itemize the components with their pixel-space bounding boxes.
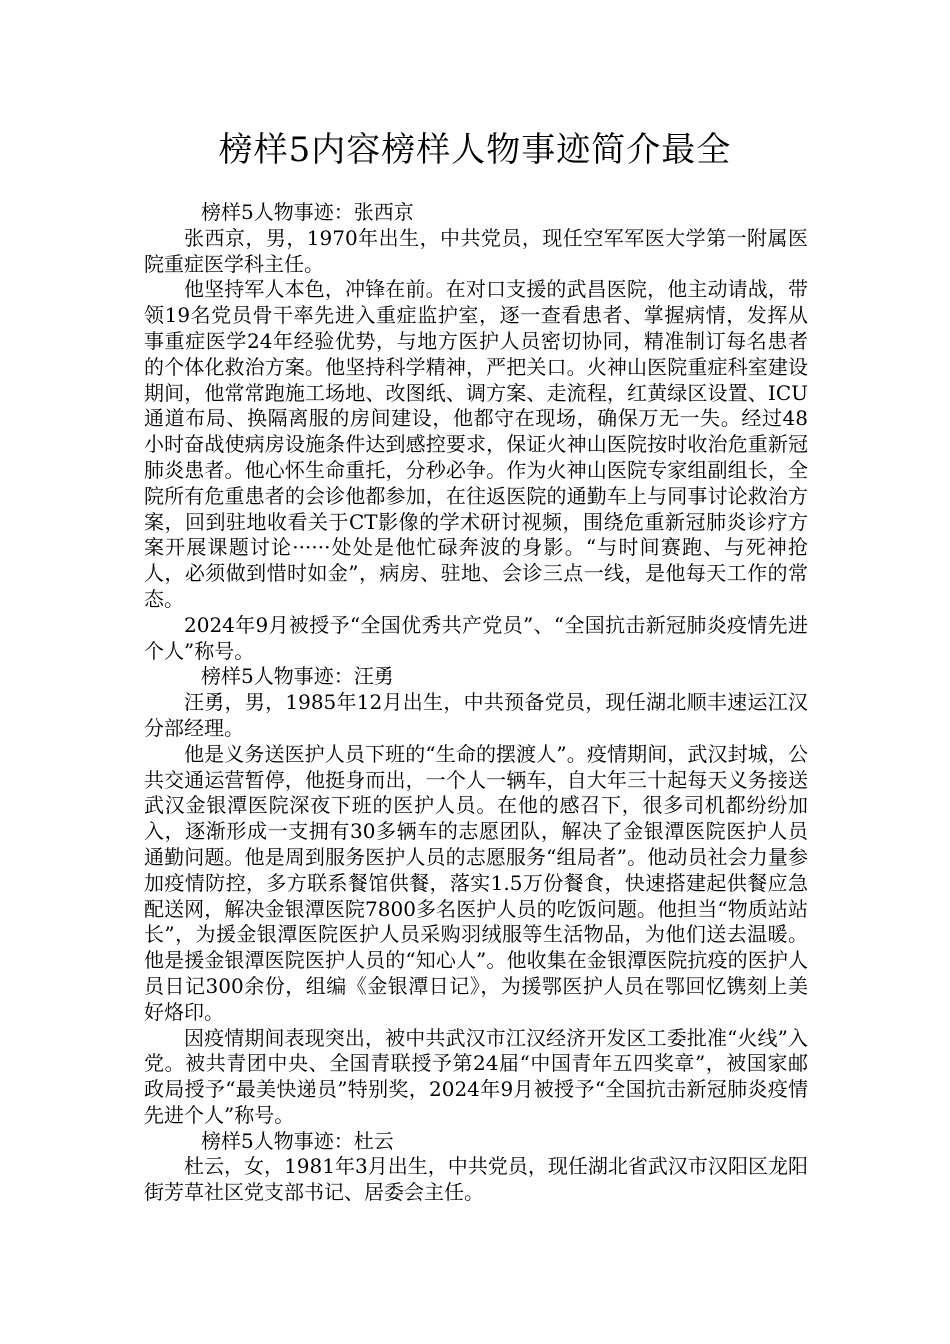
paragraph: 汪勇，男，1985年12月出生，中共预备党员，现任湖北顺丰速运江汉分部经理。 bbox=[144, 690, 808, 740]
paragraph: 因疫情期间表现突出，被中共武汉市江汉经济开发区工委批准“火线”入党。被共青团中央、全国青联授予第24届“中国青年五四奖章”，被国家邮政局授予“最美快递员”特别奖，2024年9月被授予“全国抗击新冠肺炎疫情先进个人”称号。 bbox=[144, 1025, 808, 1127]
document-title: 榜样5内容榜样人物事迹简介最全 bbox=[218, 130, 732, 170]
paragraph: 2024年9月被授予“全国优秀共产党员”、“全国抗击新冠肺炎疫情先进个人”称号。 bbox=[144, 612, 808, 663]
paragraph: 张西京，男，1970年出生，中共党员，现任空军军医大学第一附属医院重症医学科主任。 bbox=[144, 225, 808, 276]
section-heading: 榜样5人物事迹：张西京 bbox=[201, 200, 414, 224]
paragraph: 杜云，女，1981年3月出生，中共党员，现任湖北省武汉市汉阳区龙阳街芳草社区党支部书记、居委会主任。 bbox=[144, 1154, 808, 1205]
section-heading: 榜样5人物事迹：杜云 bbox=[201, 1128, 394, 1153]
paragraph: 他坚持军人本色，冲锋在前。在对口支援的武昌医院，他主动请战，带领19名党员骨干率先进入重症监护室，逐一查看患者、掌握病情，发挥从事重症医学24年经验优势，与地方医护人员密切协同，精准制订每名患者的个体化救治方案。他坚持科学精神，严把关口。火神山医院重症科室建设期间，他常常跑施工场地、改图纸、调方案、走流程，红黄绿区设置、ICU通道布局、换隔离服的房间建设，他都守在现场，确保万无一失。经过48小时奋战使病房设施条件达到感控要求，保证火神山医院按时收治危重新冠肺炎患者。他心怀生命重托，分秒必争。作为火神山医院专家组副组长，全院所有危重患者的会诊他都参加，在往返医院的通勤车上与同事讨论救治方案，回到驻地收看关于CT影像的学术研讨视频，围绕危重新冠肺炎诊疗方案开展课题讨论······处处是他忙碌奔波的身影。“与时间赛跑、与死神抢人，必须做到惜时如金”，病房、驻地、会诊三点一线，是他每天工作的常态。 bbox=[144, 277, 808, 611]
paragraph: 他是义务送医护人员下班的“生命的摆渡人”。疫情期间，武汉封城，公共交通运营暂停，他挺身而出，一个人一辆车，自大年三十起每天义务接送武汉金银潭医院深夜下班的医护人员。在他的感召下，很多司机都纷纷加入，逐渐形成一支拥有30多辆车的志愿团队，解决了金银潭医院医护人员通勤问题。他是周到服务医护人员的志愿服务“组局者”。他动员社会力量参加疫情防控，多方联系餐馆供餐，落实1.5万份餐食，快速搭建起供餐应急配送网，解决金银潭医院7800多名医护人员的吃饭问题。他担当“物质站站长”，为援金银潭医院医护人员采购羽绒服等生活物品，为他们送去温暖。他是援金银潭医院医护人员的“知心人”。他收集在金银潭医院抗疫的医护人员日记300余份，组编《金银潭日记》，为援鄂医护人员在鄂回忆镌刻上美好烙印。 bbox=[144, 741, 808, 1024]
document-body bbox=[144, 200, 808, 1206]
section-heading: 榜样5人物事迹：汪勇 bbox=[201, 664, 394, 689]
